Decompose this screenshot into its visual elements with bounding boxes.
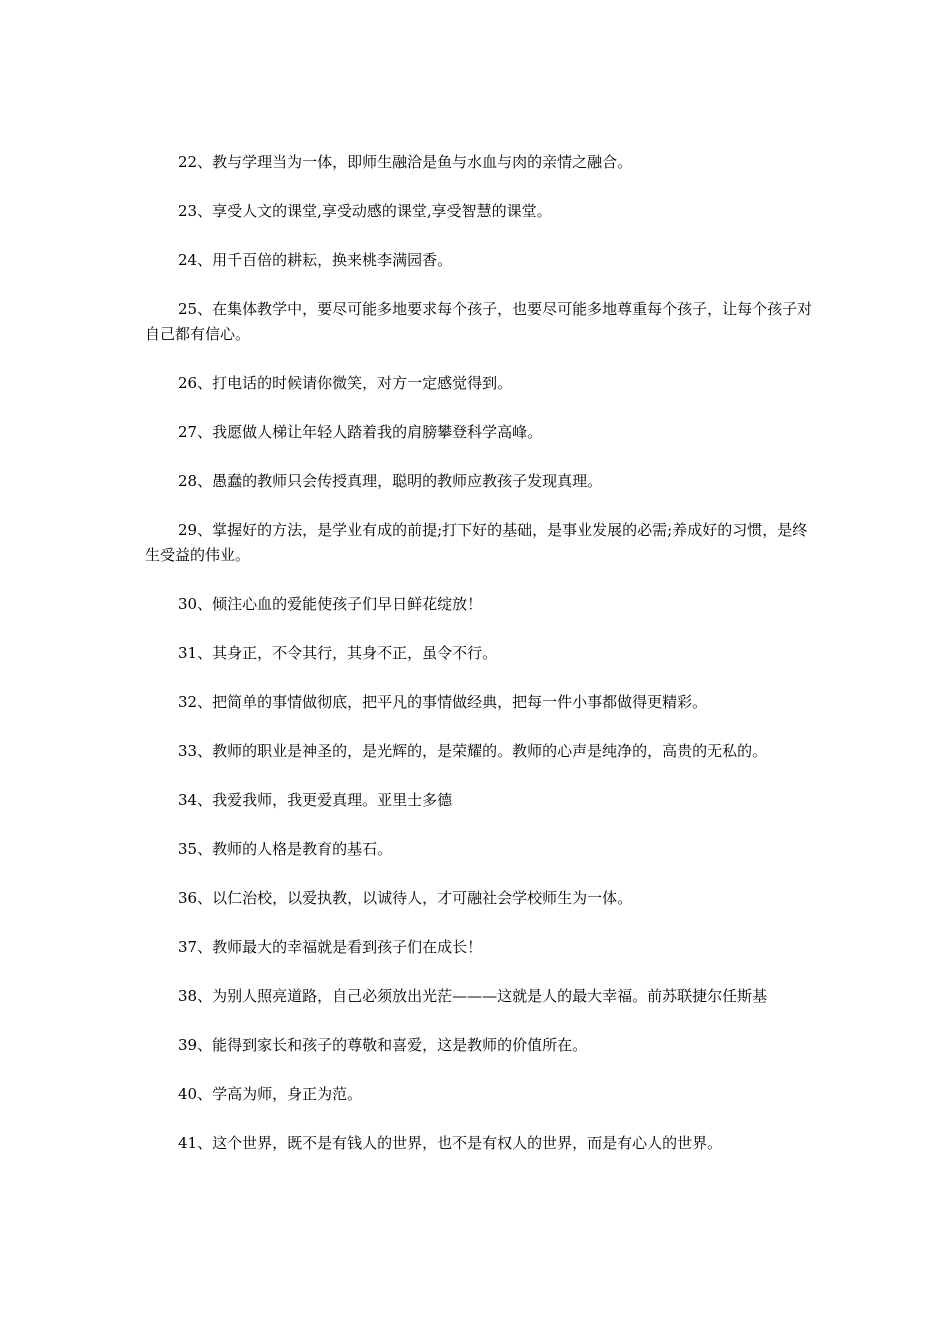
quote-paragraph: 38、为别人照亮道路，自己必须放出光茫———这就是人的最大幸福。前苏联捷尔任斯基 xyxy=(178,987,768,1005)
quote-paragraph: 39、能得到家长和孩子的尊敬和喜爱，这是教师的价值所在。 xyxy=(178,1036,588,1054)
quote-paragraph: 30、倾注心血的爱能使孩子们早日鲜花绽放！ xyxy=(178,595,483,613)
quote-paragraph: 37、教师最大的幸福就是看到孩子们在成长！ xyxy=(178,938,483,956)
quote-paragraph: 35、教师的人格是教育的基石。 xyxy=(178,840,393,858)
quote-paragraph: 32、把简单的事情做彻底，把平凡的事情做经典，把每一件小事都做得更精彩。 xyxy=(178,693,708,711)
quote-paragraph: 36、以仁治校，以爱执教，以诚待人，才可融社会学校师生为一体。 xyxy=(178,889,633,907)
quote-paragraph: 31、其身正，不令其行，其身不正，虽令不行。 xyxy=(178,644,498,662)
quote-paragraph: 41、这个世界，既不是有钱人的世界，也不是有权人的世界，而是有心人的世界。 xyxy=(178,1134,723,1152)
quote-paragraph: 25、在集体教学中，要尽可能多地要求每个孩子，也要尽可能多地尊重每个孩子，让每个孩子对自己都有信心。 xyxy=(145,300,813,343)
quote-paragraph: 29、掌握好的方法，是学业有成的前提;打下好的基础，是事业发展的必需;养成好的习惯，是终生受益的伟业。 xyxy=(145,521,808,564)
quote-paragraph: 24、用千百倍的耕耘，换来桃李满园香。 xyxy=(178,251,453,269)
quote-list xyxy=(145,150,813,1180)
quote-paragraph: 22、教与学理当为一体，即师生融洽是鱼与水血与肉的亲情之融合。 xyxy=(178,153,633,171)
quote-paragraph: 26、打电话的时候请你微笑，对方一定感觉得到。 xyxy=(178,374,513,392)
quote-paragraph: 33、教师的职业是神圣的，是光辉的，是荣耀的。教师的心声是纯净的，高贵的无私的。 xyxy=(178,742,768,760)
quote-paragraph: 23、享受人文的课堂,享受动感的课堂,享受智慧的课堂。 xyxy=(178,202,552,220)
quote-paragraph: 28、愚蠢的教师只会传授真理，聪明的教师应教孩子发现真理。 xyxy=(178,472,603,490)
quote-paragraph: 27、我愿做人梯让年轻人踏着我的肩膀攀登科学高峰。 xyxy=(178,423,543,441)
quote-paragraph: 34、我爱我师，我更爱真理。亚里士多德 xyxy=(178,791,453,809)
quote-paragraph: 40、学高为师，身正为范。 xyxy=(178,1085,363,1103)
